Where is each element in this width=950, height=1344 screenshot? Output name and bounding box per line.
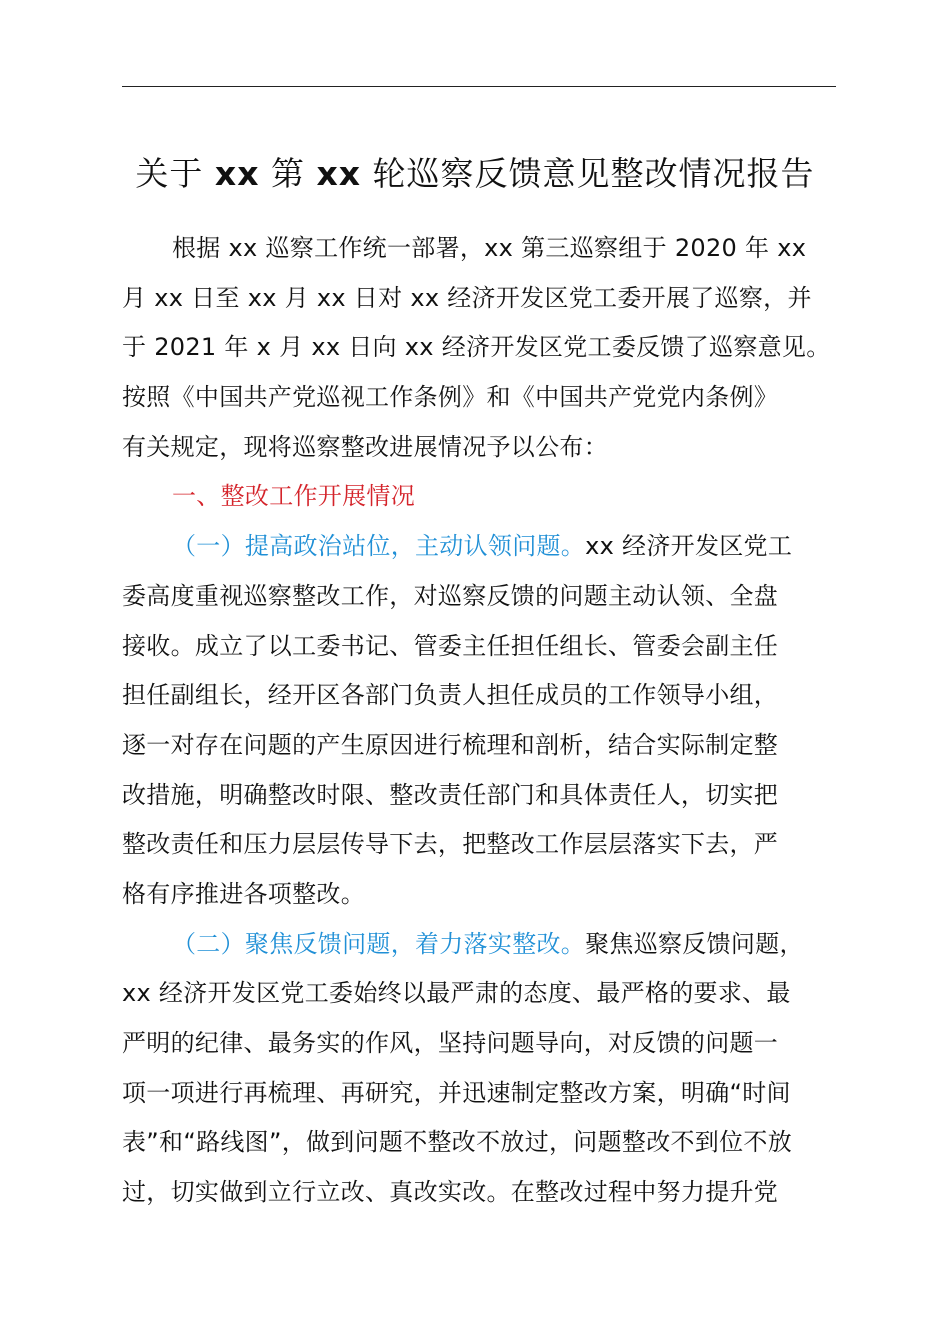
document-body (122, 224, 842, 1218)
paragraph-line: 过，切实做到立行立改、真改实改。在整改过程中努力提升党 (122, 1178, 779, 1207)
paragraph-line: 表”和“路线图”，做到问题不整改不放过，问题整改不到位不放 (122, 1128, 792, 1157)
document-title (0, 146, 950, 202)
title-prefix: 关于 (135, 154, 215, 193)
paragraph-line: 担任副组长，经开区各部门负责人担任成员的工作领导小组， (122, 681, 779, 710)
paragraph-line: 按照《中国共产党巡视工作条例》和《中国共产党党内条例》 (122, 383, 779, 412)
section-heading: 一、整改工作开展情况 (172, 482, 415, 511)
paragraph-line: 严明的纪律、最务实的作风，坚持问题导向，对反馈的问题一 (122, 1029, 779, 1057)
title-suffix: 轮巡察反馈意见整改情况报告 (361, 154, 815, 193)
paragraph-line: 有关规定，现将巡察整改进展情况予以公布： (122, 432, 608, 461)
paragraph-text: 聚焦巡察反馈问题， (585, 929, 804, 958)
title-xx-2: xx (316, 154, 362, 193)
paragraph-line (122, 522, 842, 572)
subsection-heading: （一）提高政治站位，主动认领问题。 (172, 532, 586, 561)
paragraph-line (122, 920, 842, 970)
header-rule (122, 86, 836, 87)
paragraph-line: 接收。成立了以工委书记、管委主任担任组长、管委会副主任 (122, 631, 779, 660)
paragraph-line: 整改责任和压力层层传导下去，把整改工作层层落实下去，严 (122, 830, 779, 859)
paragraph-line: 根据 xx 巡察工作统一部署，xx 第三巡察组于 2020 年 xx (172, 234, 807, 262)
paragraph-line: 格有序推进各项整改。 (122, 879, 365, 908)
title-xx-1: xx (214, 154, 260, 193)
paragraph-line: 委高度重视巡察整改工作，对巡察反馈的问题主动认领、全盘 (122, 581, 779, 610)
paragraph-line: 月 xx 日至 xx 月 xx 日对 xx 经济开发区党工委开展了巡察，并 (122, 283, 812, 312)
paragraph-line: 于 2021 年 x 月 xx 日向 xx 经济开发区党工委反馈了巡察意见。 (122, 333, 831, 362)
paragraph-text: xx 经济开发区党工 (585, 532, 793, 561)
subsection-heading: （二）聚焦反馈问题，着力落实整改。 (172, 929, 586, 958)
paragraph-line: 改措施，明确整改时限、整改责任部门和具体责任人，切实把 (122, 780, 779, 809)
paragraph-line: 逐一对存在问题的产生原因进行梳理和剖析，结合实际制定整 (122, 730, 779, 759)
title-middle: 第 (259, 154, 317, 193)
paragraph-line: 项一项进行再梳理、再研究，并迅速制定整改方案，明确“时间 (122, 1078, 791, 1107)
paragraph-line: xx 经济开发区党工委始终以最严肃的态度、最严格的要求、最 (122, 979, 791, 1008)
